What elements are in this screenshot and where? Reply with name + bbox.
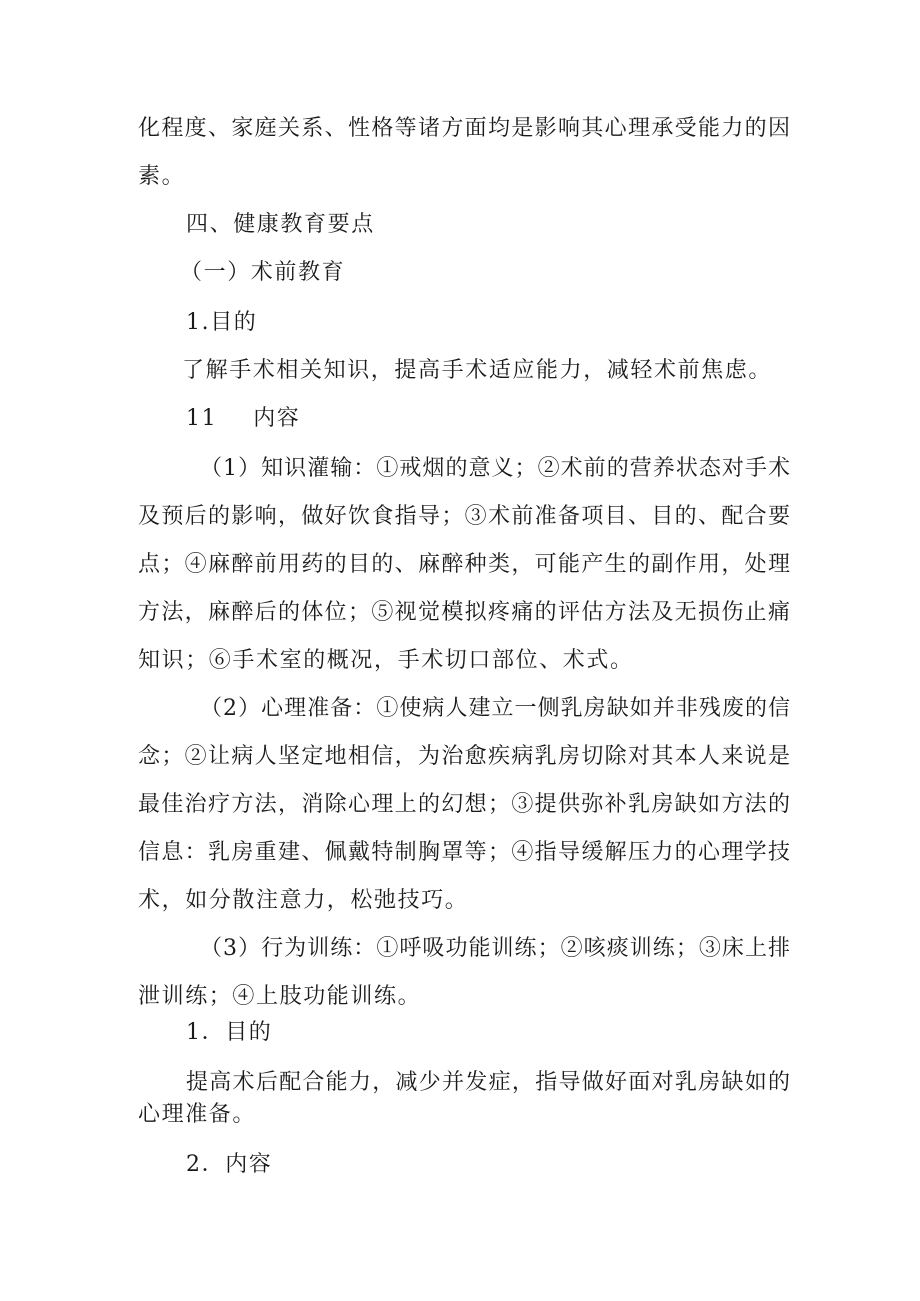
paragraph-line: 了解手术相关知识，提高手术适应能力，减轻术前焦虑。	[182, 358, 773, 383]
paragraph-line: （1）知识灌输：①戒烟的意义；②术前的营养状态对手术	[200, 456, 790, 481]
paragraph-line: 信息：乳房重建、佩戴特制胸罩等；④指导缓解压力的心理学技	[138, 840, 790, 865]
item-heading: 1.目的	[186, 310, 258, 335]
paragraph-line: 念；②让病人坚定地相信，为治愈疾病乳房切除对其本人来说是	[138, 744, 790, 769]
item-title: 内容	[253, 406, 301, 431]
subsection-heading: （一）术前教育	[180, 260, 346, 285]
paragraph-line: 素。	[138, 164, 186, 189]
paragraph-line: 泄训练；④上肢功能训练。	[138, 984, 422, 1009]
section-heading: 四、健康教育要点	[186, 212, 375, 237]
paragraph-line: 提高术后配合能力，减少并发症，指导做好面对乳房缺如的	[186, 1070, 790, 1095]
item-number: 11	[186, 406, 218, 431]
paragraph-line: 最佳治疗方法，消除心理上的幻想；③提供弥补乳房缺如方法的	[138, 792, 790, 817]
paragraph-line: （3）行为训练：①呼吸功能训练；②咳痰训练；③床上排	[200, 936, 790, 961]
paragraph-line: 术，如分散注意力，松弛技巧。	[138, 888, 469, 913]
paragraph-line: 知识；⑥手术室的概况，手术切口部位、术式。	[138, 648, 634, 673]
item-heading	[186, 404, 300, 434]
item-heading: 2．内容	[186, 1152, 273, 1177]
paragraph-line: 心理准备。	[138, 1102, 257, 1127]
paragraph-line: （2）心理准备：①使病人建立一侧乳房缺如并非残废的信	[200, 696, 790, 721]
paragraph-line: 方法，麻醉后的体位；⑤视觉模拟疼痛的评估方法及无损伤止痛	[138, 600, 790, 625]
paragraph-line: 点；④麻醉前用药的目的、麻醉种类，可能产生的副作用，处理	[138, 552, 790, 577]
paragraph-line: 及预后的影响，做好饮食指导；③术前准备项目、目的、配合要	[138, 504, 790, 529]
paragraph-line: 化程度、家庭关系、性格等诸方面均是影响其心理承受能力的因	[138, 116, 790, 141]
item-heading: 1．目的	[186, 1020, 273, 1045]
